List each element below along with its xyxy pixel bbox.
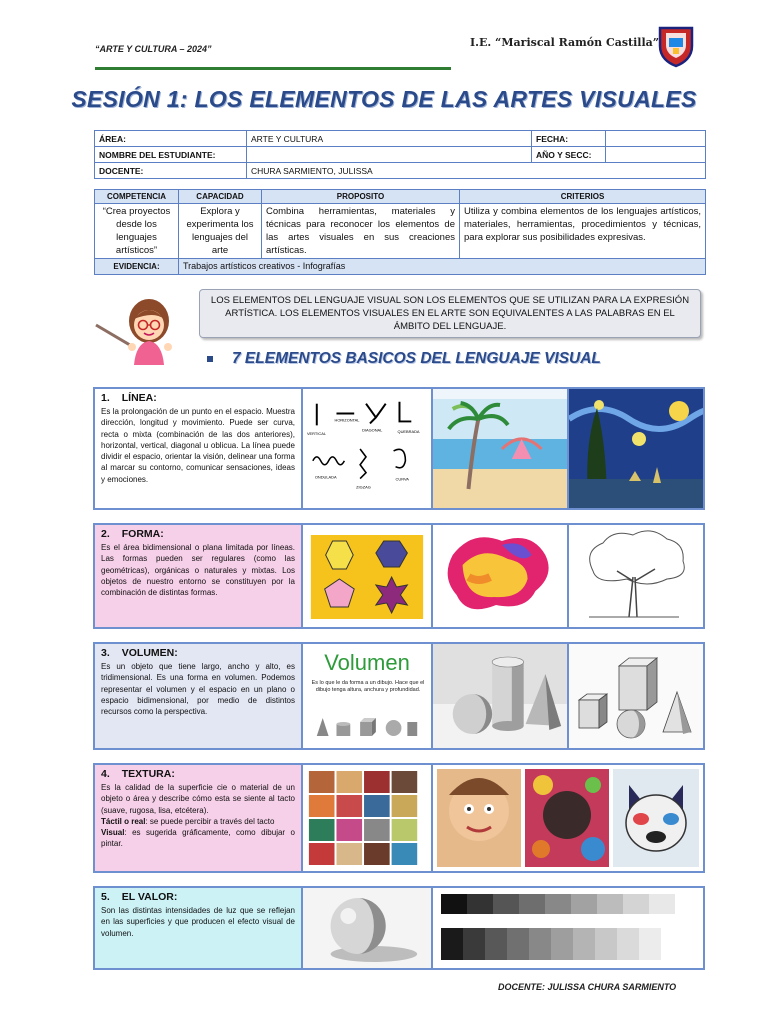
teacher-cartoon-icon <box>94 295 184 365</box>
collage-portraits-image <box>433 765 703 871</box>
volumen-caption: Es lo que le da forma a un dibujo. Hace que el dibujo tenga altura, anchura y profundidad. <box>311 680 425 693</box>
line-types-diagram <box>303 389 433 508</box>
school-name: I.E. “Mariscal Ramón Castilla” <box>470 36 660 49</box>
criterios-cell: Utiliza y combina elementos de los lenguajes artísticos, materiales, herramientas, procedimientos y técnicas, para explorar sus posibilidades expresivas. <box>460 204 706 259</box>
element-name: VOLUMEN: <box>121 647 178 659</box>
tactile-label: Táctil o real <box>101 816 146 826</box>
evidencia-value: Trabajos artísticos creativos - Infografías <box>179 259 706 275</box>
line-label-quebrada: QUEBRADA <box>397 429 420 435</box>
shaded-sphere-image <box>303 888 433 968</box>
plan-table <box>94 189 706 275</box>
col-capacidad: CAPACIDAD <box>179 190 262 204</box>
evidencia-label: EVIDENCIA: <box>95 259 179 275</box>
volumen-infographic-image <box>303 644 433 748</box>
line-label-horizontal: HORIZONTAL <box>334 417 360 423</box>
grade-label: AÑO Y SECC: <box>532 147 606 163</box>
geometric-shapes-image <box>303 525 433 627</box>
element-name: FORMA: <box>121 528 164 540</box>
subject-tag: “ARTE Y CULTURA – 2024” <box>95 44 212 54</box>
starry-night-image <box>569 389 703 508</box>
proposito-cell: Combina herramientas, materiales y técnicas para reconocer los elementos de las artes visuales en sus creaciones artísticas. <box>262 204 460 259</box>
capacidad-cell: Explora y experimenta los lenguajes del arte <box>179 204 262 259</box>
element-text: Es la calidad de la superficie cie o material de un objeto o área y describe cómo esta se siente al tacto (suave, rugosa, lisa, etcétera). <box>101 783 295 815</box>
footer-teacher: DOCENTE: JULISSA CHURA SARMIENTO <box>498 982 677 992</box>
value-scale-image <box>433 888 703 968</box>
teacher-label: DOCENTE: <box>95 163 247 179</box>
volume-sketch-image <box>433 644 569 748</box>
visual-text: : es sugerida gráficamente, como dibujar o pintar. <box>101 828 295 849</box>
element-number: 2. <box>101 528 110 540</box>
element-number: 4. <box>101 768 110 780</box>
col-criterios: CRITERIOS <box>460 190 706 204</box>
element-name: TEXTURA: <box>121 768 175 780</box>
section-subtitle: 7 ELEMENTOS BASICOS DEL LENGUAJE VISUAL <box>232 350 601 367</box>
intro-callout: LOS ELEMENTOS DEL LENGUAJE VISUAL SON LOS ELEMENTOS QUE SE UTILIZAN PARA LA EXPRESIÓN ARTÍSTICA. LOS ELEMENTOS VISUALES EN EL ARTE SON EQUIVALENTES A LAS PALABRAS EN EL ÁMBITO DEL LENGUAJE. <box>199 289 701 338</box>
student-name-field[interactable] <box>247 147 532 163</box>
element-card-linea <box>93 387 705 510</box>
element-name: LÍNEA: <box>121 392 157 404</box>
organic-shapes-image <box>433 525 569 627</box>
element-card-forma <box>93 523 705 629</box>
date-field[interactable] <box>606 131 706 147</box>
student-label: NOMBRE DEL ESTUDIANTE: <box>95 147 247 163</box>
element-description <box>95 644 303 748</box>
grade-field[interactable] <box>606 147 706 163</box>
area-value: ARTE Y CULTURA <box>247 131 532 147</box>
header-divider <box>95 67 451 70</box>
volumen-heading: Volumen <box>324 650 410 675</box>
visual-label: Visual <box>101 828 125 838</box>
element-description <box>95 888 303 968</box>
school-crest-icon <box>654 24 698 68</box>
teacher-value: CHURA SARMIENTO, JULISSA <box>247 163 706 179</box>
element-card-valor <box>93 886 705 970</box>
area-label: ÁREA: <box>95 131 247 147</box>
element-description <box>95 389 303 508</box>
element-text: Es un objeto que tiene largo, ancho y alto, es tridimensional. Es una forma en volumen. Podemos representar el volumen y el espacio en un plano o espacio bidimensional, por medio de distintos recursos como la perspectiva. <box>101 662 295 717</box>
element-text: Es el área bidimensional o plana limitada por líneas. Las formas pueden ser regulares (como las geométricas), orgánicas o naturales y mixtas. Los objetos de nuestro entorno se constituyen por la combinación de distintas formas. <box>101 543 295 598</box>
element-description <box>95 525 303 627</box>
element-name: EL VALOR: <box>121 891 178 903</box>
element-description <box>95 765 303 871</box>
col-proposito: PROPOSITO <box>262 190 460 204</box>
bullet-icon <box>207 356 213 362</box>
element-text: Son las distintas intensidades de luz que se reflejan en las superficies y que producen el efecto visual de volumen. <box>101 906 295 938</box>
tactile-text: : se puede percibir a través del tacto <box>145 816 275 826</box>
date-label: FECHA: <box>532 131 606 147</box>
beach-line-art-image <box>433 389 569 508</box>
line-label-curva: CURVA <box>395 476 409 482</box>
element-number: 1. <box>101 392 110 404</box>
tree-drawing-image <box>569 525 703 627</box>
competencia-cell: “Crea proyectos desde los lenguajes artísticos” <box>95 204 179 259</box>
line-label-ondulada: ONDULADA <box>314 474 337 480</box>
solids-drawing-image <box>569 644 703 748</box>
col-competencia: COMPETENCIA <box>95 190 179 204</box>
element-number: 3. <box>101 647 110 659</box>
element-number: 5. <box>101 891 110 903</box>
info-table <box>94 130 706 179</box>
element-card-volumen <box>93 642 705 750</box>
line-label-zigzag: ZIGZAG <box>356 484 371 490</box>
page-title: SESIÓN 1: LOS ELEMENTOS DE LAS ARTES VISUALES <box>71 86 697 112</box>
line-label-diagonal: DIAGONAL <box>362 427 383 433</box>
texture-samples-image <box>303 765 433 871</box>
element-text: Es la prolongación de un punto en el espacio. Muestra dirección, longitud y movimiento. Puede ser curva, recta o mixta (combinación de las dos anteriores), horizontal, vertical, diagonal u oblicua. La línea puede dividir el espacio, orientar la visión, delinear una forma al marcar su contorno, comunicar sensaciones, ideas y emociones. <box>101 407 295 484</box>
line-label-vertical: VERTICAL <box>306 431 327 437</box>
element-card-textura <box>93 763 705 873</box>
